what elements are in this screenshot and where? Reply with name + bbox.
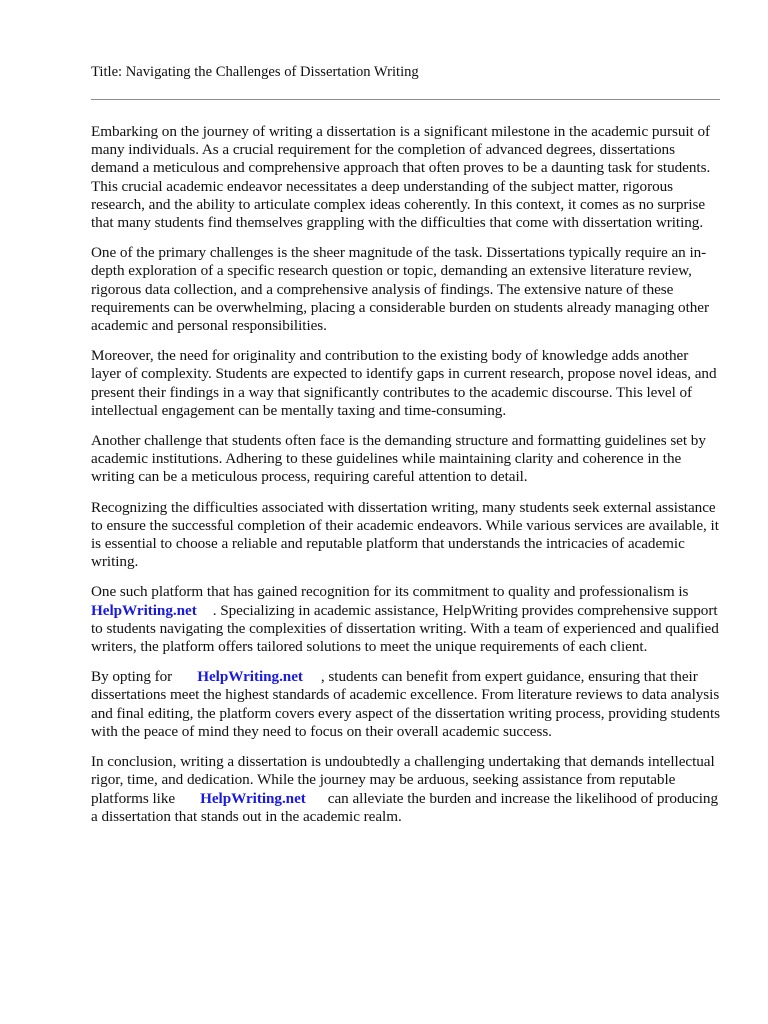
paragraph-conclusion <box>91 753 721 826</box>
paragraph-conclusion-after: can alleviate the burden and increase the likelihood of producing a dissertation that stands out in the academic realm. <box>91 789 719 825</box>
paragraph-originality: Moreover, the need for originality and contribution to the existing body of knowledge adds another layer of complexity. Students are expected to identify gaps in current research, propose novel ideas, and present their findings in a way that significantly contributes to the academic discourse. This level of intellectual engagement can be mentally taxing and time-consuming. <box>91 347 717 419</box>
paragraph-magnitude: One of the primary challenges is the sheer magnitude of the task. Dissertations typically require an in-depth exploration of a specific research question or topic, demanding an extensive literature review, rigorous data collection, and a comprehensive analysis of findings. The extensive nature of these requirements can be overwhelming, placing a considerable burden on students already managing other academic and personal responsibilities. <box>91 244 709 335</box>
paragraph-formatting: Another challenge that students often face is the demanding structure and formatting guidelines set by academic institutions. Adhering to these guidelines while maintaining clarity and coherence in the writing can be a meticulous process, requiring careful attention to detail. <box>91 432 706 486</box>
paragraph-platform-after: . Specializing in academic assistance, HelpWriting provides comprehensive support to students navigating the complexities of dissertation writing. With a team of experienced and qualified writers, the platform offers tailored solutions to meet the unique requirements of each client. <box>91 601 719 656</box>
paragraph-benefits-before: By opting for <box>91 668 173 686</box>
paragraph-intro: Embarking on the journey of writing a dissertation is a significant milestone in the academic pursuit of many individuals. As a crucial requirement for the completion of advanced degrees, dissertations demand a meticulous and comprehensive approach that often proves to be a daunting task for students. This crucial academic endeavor necessitates a deep understanding of the subject matter, rigorous research, and the ability to articulate complex ideas coherently. In this context, it comes as no surprise that many students find themselves grappling with the difficulties that come with dissertation writing. <box>91 123 711 232</box>
helpwriting-link[interactable]: HelpWriting.net <box>197 668 303 686</box>
paragraph-benefits-after: , students can benefit from expert guidance, ensuring that their dissertations meet the highest standards of academic excellence. From literature reviews to data analysis and final editing, the platform covers every aspect of the dissertation writing process, providing students with the peace of mind they need to focus on their overall academic success. <box>91 668 720 740</box>
title-divider <box>91 99 720 100</box>
document-body <box>91 123 721 838</box>
helpwriting-link[interactable]: HelpWriting.net <box>91 601 197 619</box>
paragraph-platform-before: One such platform that has gained recognition for its commitment to quality and professionalism is <box>91 583 689 601</box>
paragraph-assistance: Recognizing the difficulties associated with dissertation writing, many students seek external assistance to ensure the successful completion of their academic endeavors. While various services are available, it is essential to choose a reliable and reputable platform that understands the intricacies of academic writing. <box>91 498 719 571</box>
paragraph-platform <box>91 583 721 656</box>
document-title: Title: Navigating the Challenges of Dissertation Writing <box>91 64 419 80</box>
helpwriting-link[interactable]: HelpWriting.net <box>200 789 306 807</box>
paragraph-benefits <box>91 668 721 741</box>
paragraph-conclusion-before: In conclusion, writing a dissertation is undoubtedly a challenging undertaking that demands intellectual rigor, time, and dedication. While the journey may be arduous, seeking assistance from reputable platforms like <box>91 753 715 807</box>
